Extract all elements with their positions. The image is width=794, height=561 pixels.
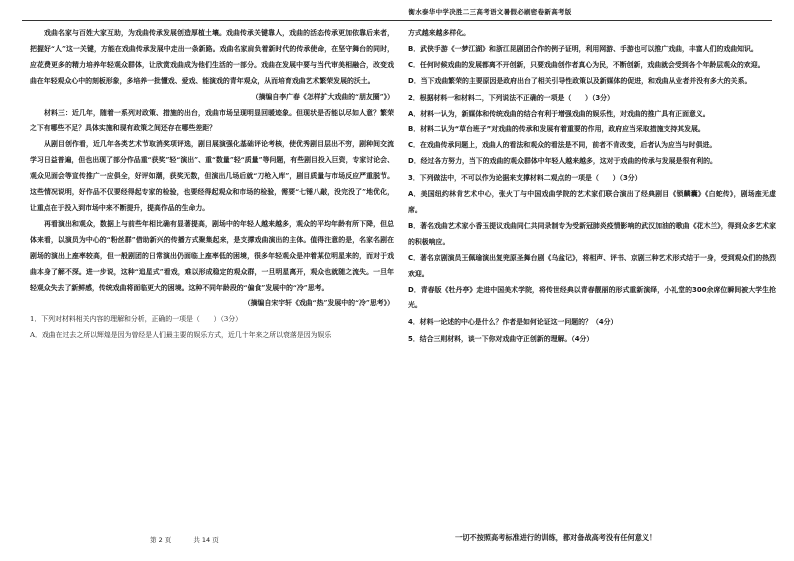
paragraph: 从剧目创作看，近几年各类艺术节取消奖项评选，剧目展演强化基础评论考核，使优秀剧目层出不穷，剧种间交流学习日益普遍，但也出现了部分作品重“获奖”轻“演出”、重“数量”轻“质量”等问题，有些剧目投入巨资，专家讨论会、观众见面会等宣传推广一应俱全，好评如潮，获奖无数，但演出几场后就“刀枪入库”，剧目质量与市场反应严重脱节。这些情况说明，好作品不仅要经得起专家的检验，也要经得起观众和市场的检验，需要“七锤八敲，没完没了”地优化，让重点在于投入到市场中来不断提升，提高作品的生命力。 (30, 140, 394, 212)
citation: （摘编自宋宇轩《戏曲“热”发展中的“冷”思考》） (243, 299, 394, 308)
question-3-option-d: D．青春版《牡丹亭》走进中国美术学院，将传世经典以青春靓丽的形式重新演绎，小礼堂的300余席位瞬间被大学生抢光。 (408, 285, 776, 310)
question-5: 5．结合三则材料，谈一下你对戏曲守正创新的理解。（4分） (408, 335, 594, 344)
question-1-option-d: D．当下戏曲繁荣的主要原因是政府出台了相关引导性政策以及新媒体的促进，和戏曲从业者并没有多大的关系。 (408, 76, 752, 85)
header-divider (22, 20, 772, 21)
page-number: 第 2 页 (150, 536, 172, 544)
question-1-stem: 1．下列对材料相关内容的理解和分析，正确的一项是（ ）（3分） (30, 315, 243, 324)
question-1-option-a: A．戏曲在过去之所以辉煌是因为曾经是人们最主要的娱乐方式，近几十年来之所以衰落是因为娱乐 (30, 331, 332, 340)
question-3-stem: 3．下列做法中，不可以作为论据来支撑材料二观点的一项是（ ）（3分） (408, 174, 642, 183)
footer-slogan: 一切不按照高考标准进行的训练，都对备战高考没有任何意义！ (455, 533, 657, 542)
question-3-option-a: A．美国纽约林肯艺术中心，张火丁与中国戏曲学院的艺术家们联合演出了经典剧目《锁麟囊》《白蛇传》，剧场座无虚席。 (408, 190, 776, 214)
paragraph: 戏曲名家与百姓大家互助，为戏曲传承发展创造厚植土壤。戏曲传承关键靠人，戏曲的活态传承更加依靠后来者，把握好“人”这一关键，方能在戏曲传承发展中走出一条新路。戏曲名家肩负着新时代的传承使命，在坚守舞台的同时，应花费更多的精力培养年轻观众群体，让欣赏戏曲成为他们生活的一部分。戏曲在发展中要与当代审美相融合，改变戏曲在年轻观众心中的刻板形象，多培养一批懂戏、爱戏、能演戏的青年观众，从而培育戏曲艺术繁荣发展的沃土。 (30, 29, 394, 85)
page-header-title: 衡水泰华中学决胜二三高考语文暑假必刷密卷新高考版 (408, 8, 572, 16)
footer-page-number (150, 535, 239, 544)
question-4: 4．材料一论述的中心是什么？作者是如何论证这一问题的？（4分） (408, 318, 618, 327)
paragraph: 再看演出和观众，数据上与前些年相比确有显著提高，剧场中的年轻人越来越多，观众的平均年龄有所下降，但总体来看，以演员为中心的“粉丝群”借助新兴的传播方式聚集起来，是支撑戏曲演出的主体。值得注意的是，名家名剧在剧场的演出上座率较高，但一般剧团的日常演出仍面临上座率低的困境，很多年轻观众是冲着某位明星来的，而对于戏曲本身了解不深。进一步说，这种“追星式”看戏，难以形成稳定的观众群，一旦明星离开，观众也就随之流失。一旦年轻观众失去了新鲜感，传统戏曲将面临更大的困境。这种不同年龄段的“偏食”发展中的“冷”思考。 (30, 219, 394, 292)
right-column (408, 26, 776, 348)
option-a-continuation: 方式越来越多样化。 (408, 29, 471, 37)
question-2-option-b: B．材料二认为“草台班子”对戏曲的传承和发展有着重要的作用，政府应当采取措施支持其发展。 (408, 125, 705, 134)
left-column (30, 26, 394, 344)
page-total: 共 14 页 (193, 536, 219, 544)
question-2-option-a: A．材料一认为，新媒体和传统戏曲的结合有利于增强戏曲的娱乐性，对戏曲的推广具有正面意义。 (408, 109, 710, 118)
question-3-option-b: B．著名戏曲艺术家小香玉提议戏曲同仁共同录制专为受新冠肺炎疫情影响的武汉加油的歌曲《花木兰》，得到众多艺术家的积极响应。 (408, 221, 776, 246)
question-2-option-c: C．在戏曲传承问题上，戏曲人的看法和观众的看法是不同，前者不肯改变，后者认为应当与时俱进。 (408, 141, 717, 150)
question-2-option-d: D．经过各方努力，当下的戏曲的观众群体中年轻人越来越多，这对于戏曲的传承与发展是很有利的。 (408, 157, 717, 166)
question-1-option-b: B．武侠手游《一梦江湖》和浙江昆剧团合作的例子证明，利用网游、手游也可以推广戏曲，丰富人们的戏曲知识。 (408, 44, 758, 53)
question-2-stem: 2．根据材料一和材料二，下列说法不正确的一项是（ ）（3分） (408, 93, 614, 102)
question-3-option-c: C．著名京剧演员王佩瑜演出复兜原圣舞台剧《乌盆记》，将相声、评书、京剧三种艺术形式结于一身，受到观众们的热烈欢迎。 (408, 253, 776, 278)
citation: （摘编自李广春《怎样扩大戏曲的“朋友圈”》） (251, 92, 394, 101)
question-1-option-c: C．任何时候戏曲的发展都离不开创新，只要戏曲创作者真心为民，不断创新，戏曲就会受到各个年龄层观众的欢迎。 (408, 60, 765, 69)
paragraph: 材料三：近几年，随着一系列对政策、措施的出台，戏曲市场呈现明显回暖迹象。但现状是否能以尽如人意？繁荣之下有哪些不足？具体实施和现有政策之间还存在哪些差距？ (30, 108, 394, 133)
